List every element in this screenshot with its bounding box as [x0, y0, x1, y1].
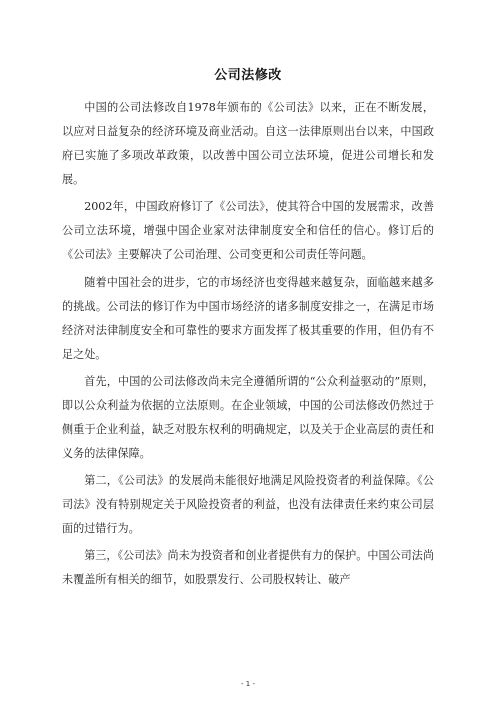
paragraph-2: 2002年，中国政府修订了《公司法》，使其符合中国的发展需求，改善公司立法环境，增强中国企业家对法律制度安全和信任的信心。修订后的《公司法》主要解决了公司治理、公司变更和公司责任等问题。: [62, 200, 434, 262]
page-number: - 1 -: [241, 680, 255, 688]
document-body: [62, 96, 434, 596]
paragraph-4: 首先，中国的公司法修改尚未完全遵循所谓的“公众利益驱动的”原则，即以公众利益为依据的立法原则。在企业领域，中国的公司法修改仍然过于侧重于企业利益，缺乏对股东权利的明确规定，以及关于企业高层的责任和义务的法律保障。: [62, 374, 434, 460]
document-title: 公司法修改: [214, 68, 282, 83]
paragraph-1: 中国的公司法修改自1978年颁布的《公司法》以来，正在不断发展，以应对日益复杂的经济环境及商业活动。自这一法律原则出台以来，中国政府已实施了多项改革政策，以改善中国公司立法环境，促进公司增长和发展。: [62, 101, 434, 186]
paragraph-5: 第二，《公司法》的发展尚未能很好地满足风险投资者的利益保障。《公司法》没有特别规定关于风险投资者的利益，也没有法律责任来约束公司层面的过错行为。: [62, 474, 434, 536]
paragraph-3: 随着中国社会的进步，它的市场经济也变得越来越复杂，面临越来越多的挑战。公司法的修订作为中国市场经济的诸多制度安排之一，在满足市场经济对法律制度安全和可靠性的要求方面发挥了极其重要的作用，但仍有不足之处。: [62, 275, 434, 361]
paragraph-6: 第三，《公司法》尚未为投资者和创业者提供有力的保护。中国公司法尚未覆盖所有相关的细节，如股票发行、公司股权转让、破产: [62, 549, 434, 587]
